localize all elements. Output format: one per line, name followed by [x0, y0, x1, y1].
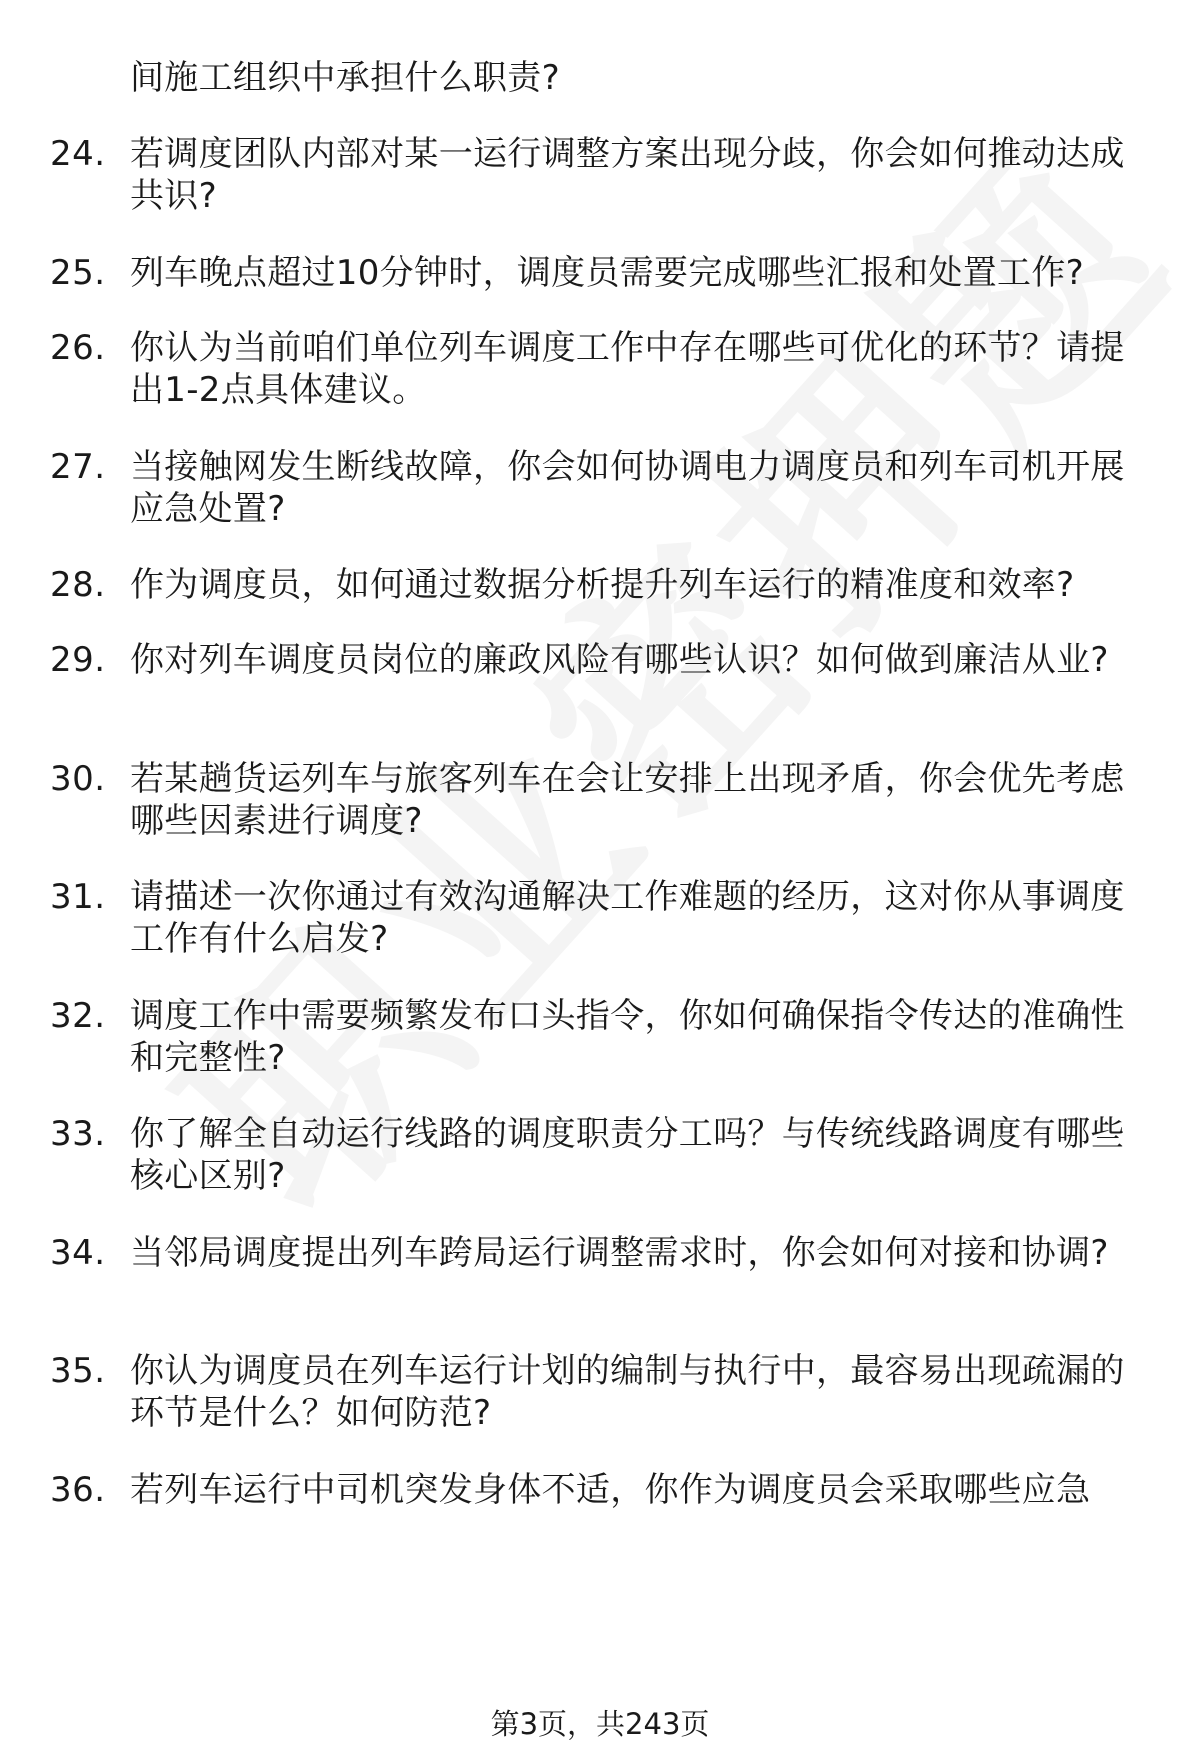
question-text: 你认为调度员在列车运行计划的编制与执行中，最容易出现疏漏的环节是什么？如何防范? — [130, 1351, 1125, 1433]
question-number: 32. — [50, 996, 106, 1036]
question-text: 你对列车调度员岗位的廉政风险有哪些认识？如何做到廉洁从业? — [130, 640, 1109, 680]
question-number: 26. — [50, 328, 106, 368]
question-number: 31. — [50, 877, 106, 917]
question-text: 作为调度员，如何通过数据分析提升列车运行的精准度和效率? — [130, 565, 1075, 605]
question-text: 若列车运行中司机突发身体不适，你作为调度员会采取哪些应急 — [130, 1470, 1091, 1510]
question-text: 若调度团队内部对某一运行调整方案出现分歧，你会如何推动达成共识? — [130, 134, 1125, 216]
question-text: 列车晚点超过10分钟时，调度员需要完成哪些汇报和处置工作? — [130, 253, 1085, 293]
question-number: 36. — [50, 1470, 106, 1510]
question-number: 29. — [50, 640, 106, 680]
question-text: 当接触网发生断线故障，你会如何协调电力调度员和列车司机开展应急处置? — [130, 447, 1125, 529]
question-number: 27. — [50, 447, 106, 487]
question-number: 25. — [50, 253, 106, 293]
question-number: 34. — [50, 1233, 106, 1273]
question-text: 请描述一次你通过有效沟通解决工作难题的经历，这对你从事调度工作有什么启发? — [130, 877, 1125, 959]
question-text: 间施工组织中承担什么职责? — [130, 58, 560, 98]
question-text: 你认为当前咱们单位列车调度工作中存在哪些可优化的环节？请提出1-2点具体建议。 — [130, 328, 1125, 410]
question-number: 24. — [50, 134, 106, 174]
question-number: 35. — [50, 1351, 106, 1391]
question-text: 若某趟货运列车与旅客列车在会让安排上出现矛盾，你会优先考虑哪些因素进行调度? — [130, 759, 1125, 841]
page-footer: 第3页，共243页 — [490, 1707, 710, 1741]
question-number: 33. — [50, 1114, 106, 1154]
question-number: 28. — [50, 565, 106, 605]
question-text: 调度工作中需要频繁发布口头指令，你如何确保指令传达的准确性和完整性? — [130, 996, 1125, 1078]
question-number: 30. — [50, 759, 106, 799]
question-text: 当邻局调度提出列车跨局运行调整需求时，你会如何对接和协调? — [130, 1233, 1109, 1273]
question-text: 你了解全自动运行线路的调度职责分工吗？与传统线路调度有哪些核心区别? — [130, 1114, 1125, 1196]
